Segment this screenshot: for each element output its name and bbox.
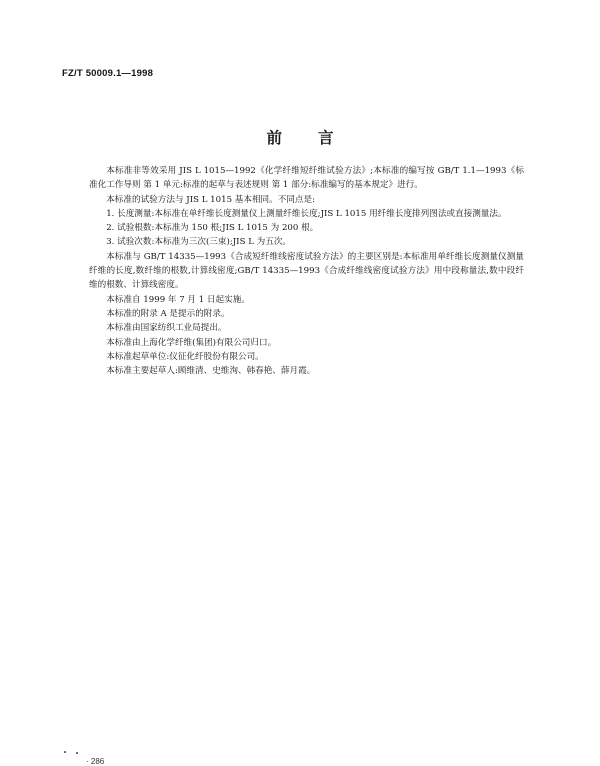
page-title: 前言 (266, 129, 370, 147)
paragraph-appendix: 本标准的附录 A 是提示的附录。 (106, 308, 230, 319)
paragraph-method-comparison: 本标准的试验方法与 JIS L 1015 基本相同。不同点是: (106, 194, 316, 205)
paragraph-effective-date: 本标准自 1999 年 7 月 1 日起实施。 (106, 294, 250, 305)
page-number: · 286 (86, 757, 105, 766)
body-text (89, 164, 524, 378)
paragraph-difference-tests: 3. 试验次数:本标准为三次(三束);JIS L 为五次。 (106, 237, 292, 248)
paragraph-difference-length: 1. 长度测量:本标准在单纤维长度测量仪上测量纤维长度;JIS L 1015 用纤维长度排列图法或直接测量法。 (106, 208, 507, 219)
paragraph-drafting-unit: 本标准起草单位:仪征化纤股份有限公司。 (106, 351, 264, 362)
paragraph-drafters: 本标准主要起草人:顾维清、史维洵、韩春艳、薛月霞。 (106, 366, 316, 377)
paragraph-proposer: 本标准由国家纺织工业局提出。 (106, 323, 227, 334)
scan-speck (76, 752, 78, 754)
document-code: FZ/T 50009.1—1998 (62, 68, 154, 79)
paragraph-gbt-comparison: 本标准与 GB/T 14335—1993《合成短纤维线密度试验方法》的主要区别是:本标准用单纤维长度测量仪测量纤维的长度,数纤维的根数,计算线密度;GB/T 14335—1993《合成纤维线密度试验方法》用中段称量法,数中段纤维的根数、计算线密度。 (89, 251, 524, 291)
paragraph-adoption: 本标准非等效采用 JIS L 1015—1992《化学纤维短纤维试验方法》;本标准的编写按 GB/T 1.1—1993《标准化工作导则 第 1 单元:标准的起草与表述规则 第 1 部分:标准编写的基本规定》进行。 (89, 166, 524, 191)
scan-speck (64, 751, 66, 753)
paragraph-difference-count: 2. 试验根数:本标准为 150 根;JIS L 1015 为 200 根。 (106, 223, 319, 234)
paragraph-administrator: 本标准由上海化学纤维(集团)有限公司归口。 (106, 337, 277, 348)
